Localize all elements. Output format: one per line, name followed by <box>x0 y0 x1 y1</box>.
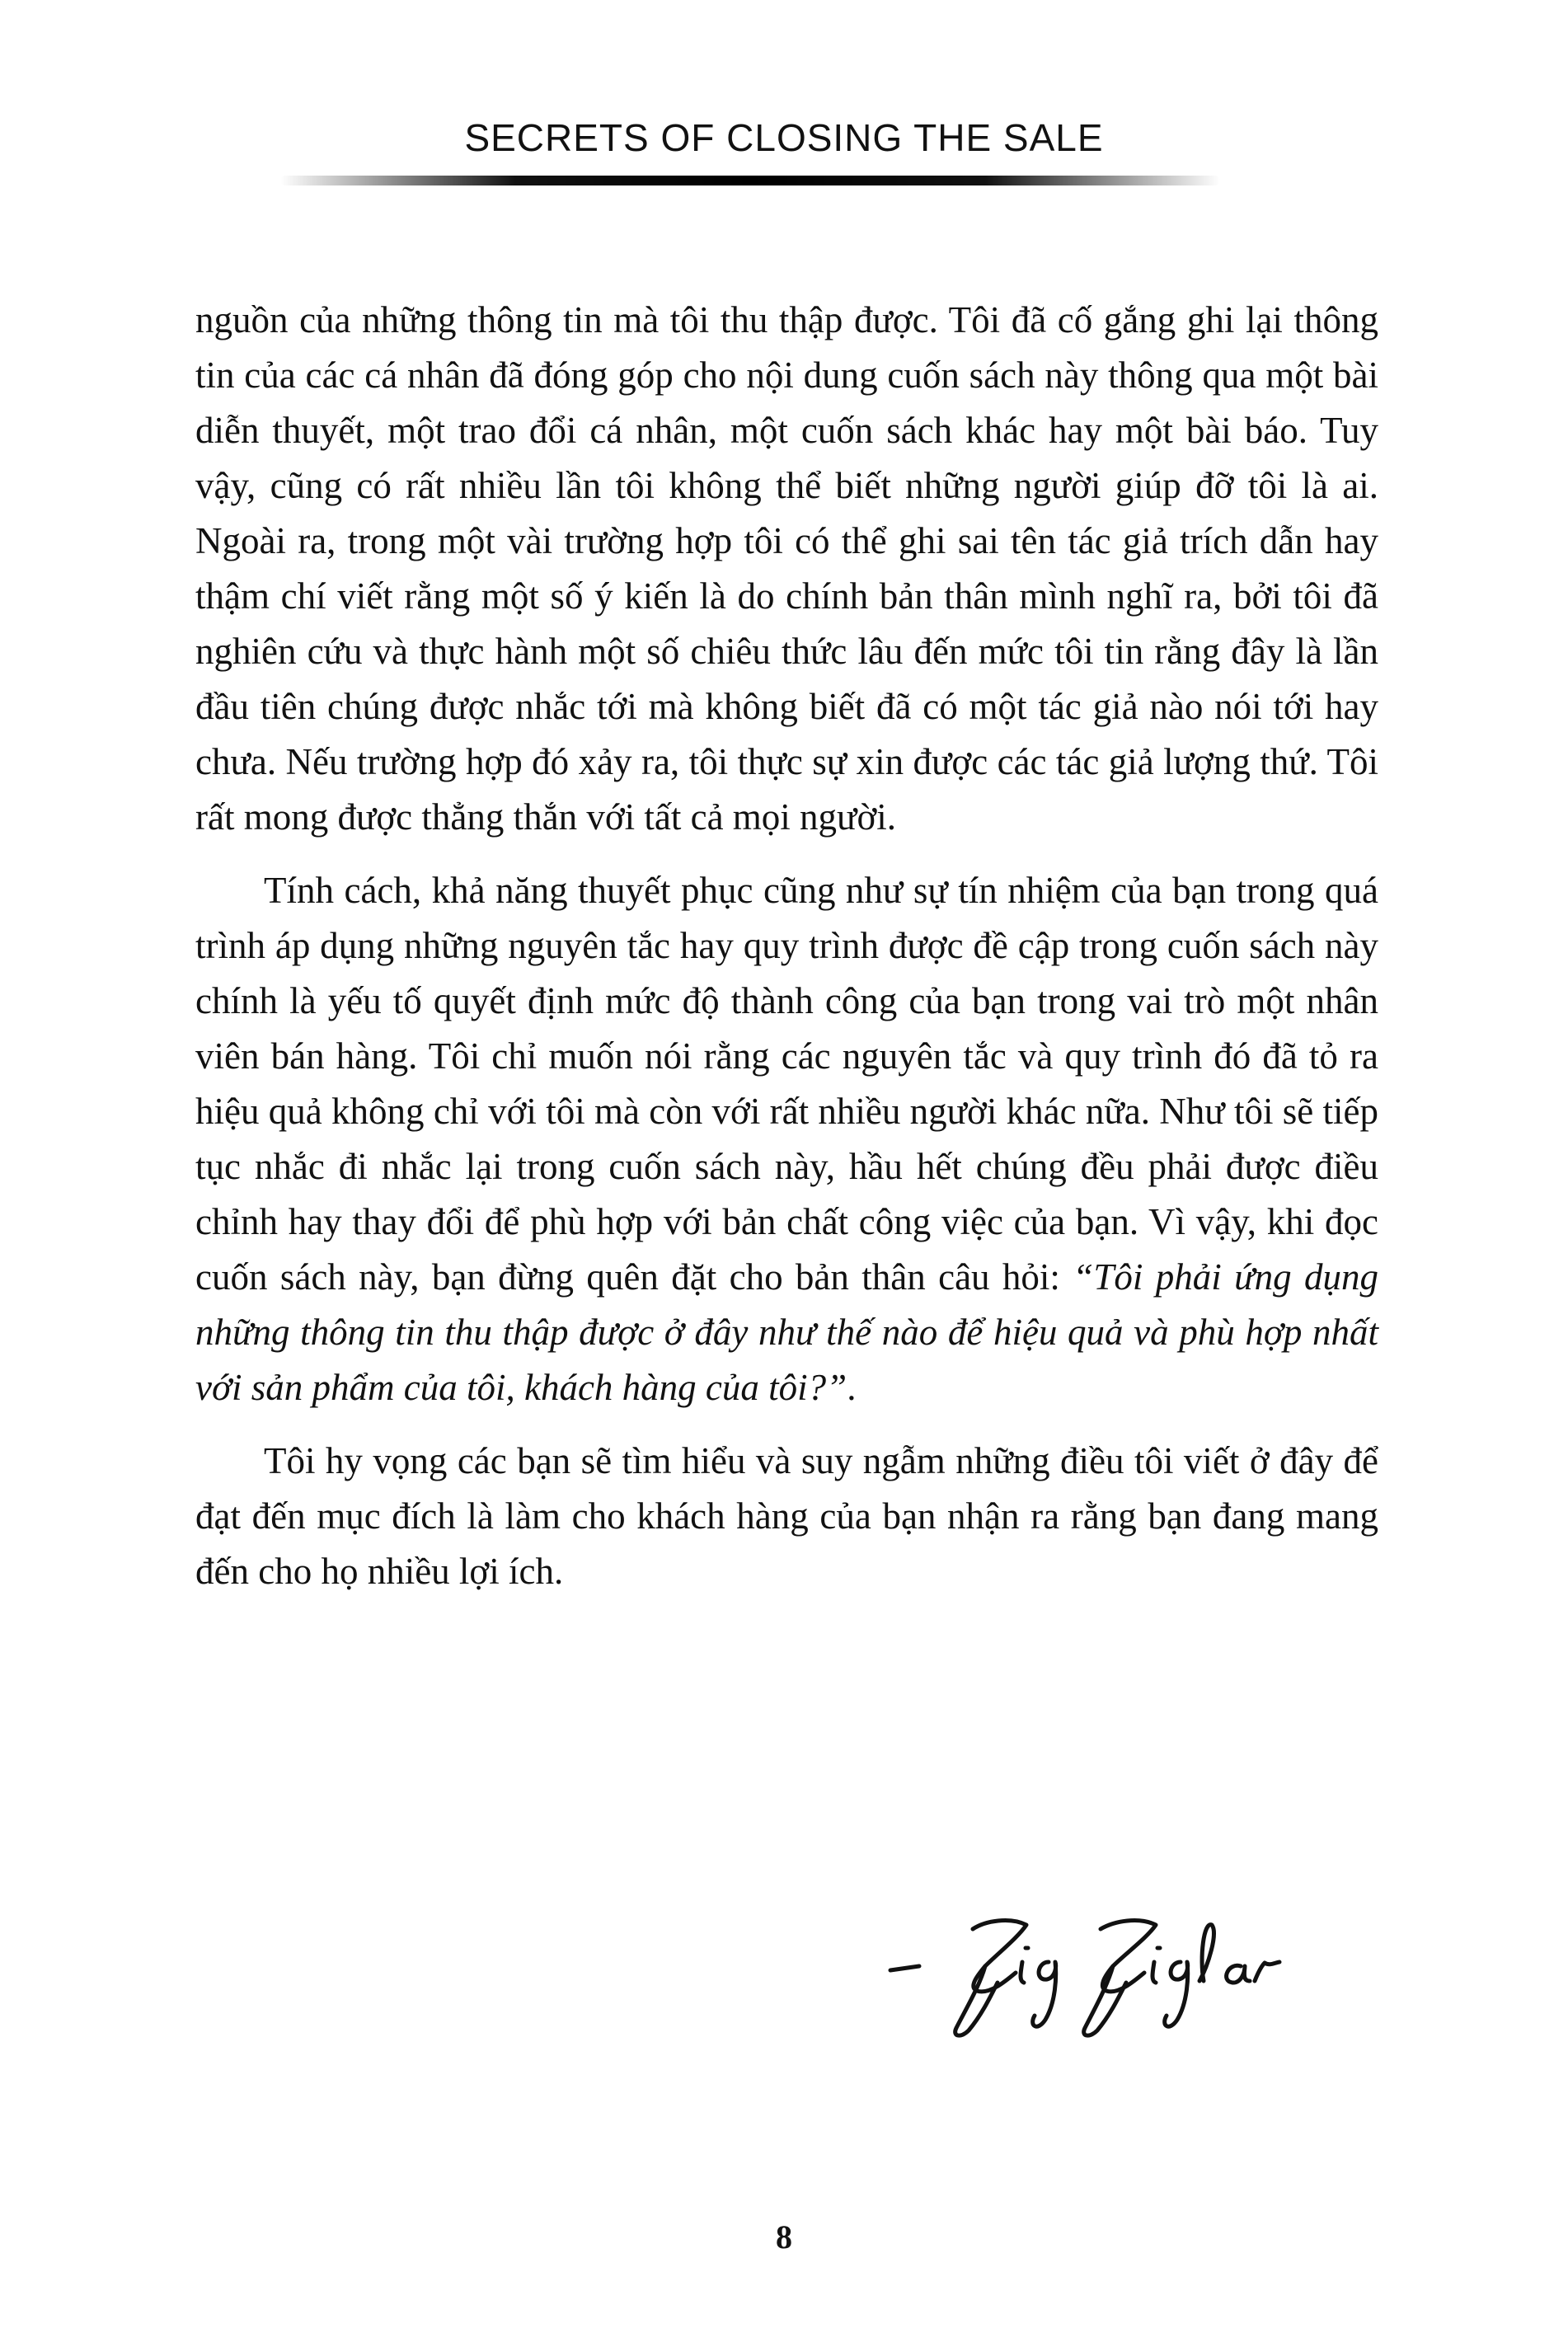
page-number: 8 <box>776 2218 792 2255</box>
paragraph-2-quote: “Tôi phải ứng dụng những thông tin thu thập được ở đây như thế nào để hiệu quả và phù hợp nhất với sản phẩm của tôi, khách hàng của tôi?” <box>195 1256 1378 1408</box>
paragraph-2-end: . <box>847 1367 857 1408</box>
paragraph-1: nguồn của những thông tin mà tôi thu thập được. Tôi đã cố gắng ghi lại thông tin của các cá nhân đã đóng góp cho nội dung cuốn sách này thông qua một bài diễn thuyết, một trao đổi cá nhân, một cuốn sách khác hay một bài báo. Tuy vậy, cũng có rất nhiều lần tôi không thể biết những người giúp đỡ tôi là ai. Ngoài ra, trong một vài trường hợp tôi có thể ghi sai tên tác giả trích dẫn hay thậm chí viết rằng một số ý kiến là do chính bản thân mình nghĩ ra, bởi tôi đã nghiên cứu và thực hành một số chiêu thức lâu đến mức tôi tin rằng đây là lần đầu tiên chúng được nhắc tới mà không biết đã có một tác giả nào nói tới hay chưa. Nếu trường hợp đó xảy ra, tôi thực sự xin được các tác giả lượng thứ. Tôi rất mong được thẳng thắn với tất cả mọi người. <box>195 299 1378 838</box>
paragraph-2-text: Tính cách, khả năng thuyết phục cũng như sự tín nhiệm của bạn trong quá trình áp dụng những nguyên tắc hay quy trình được đề cập trong cuốn sách này chính là yếu tố quyết định mức độ thành công của bạn trong vai trò một nhân viên bán hàng. Tôi chỉ muốn nói rằng các nguyên tắc và quy trình đó đã tỏ ra hiệu quả không chỉ với tôi mà còn với rất nhiều người khác nữa. Như tôi sẽ tiếp tục nhắc đi nhắc lại trong cuốn sách này, hầu hết chúng đều phải được điều chỉnh hay thay đổi để phù hợp với bản chất công việc của bạn. Vì vậy, khi đọc cuốn sách này, bạn đừng quên đặt cho bản thân câu hỏi: <box>195 870 1378 1298</box>
paragraph-3: Tôi hy vọng các bạn sẽ tìm hiểu và suy ngẫm những điều tôi viết ở đây để đạt đến mục đích là làm cho khách hàng của bạn nhận ra rằng bạn đang mang đến cho họ nhiều lợi ích. <box>195 1440 1378 1592</box>
paragraph-2 <box>195 863 1378 1415</box>
running-header: SECRETS OF CLOSING THE SALE <box>464 116 1104 159</box>
body-text <box>195 293 1378 1617</box>
header-rule <box>280 176 1220 185</box>
signature-image <box>874 1884 1401 2049</box>
